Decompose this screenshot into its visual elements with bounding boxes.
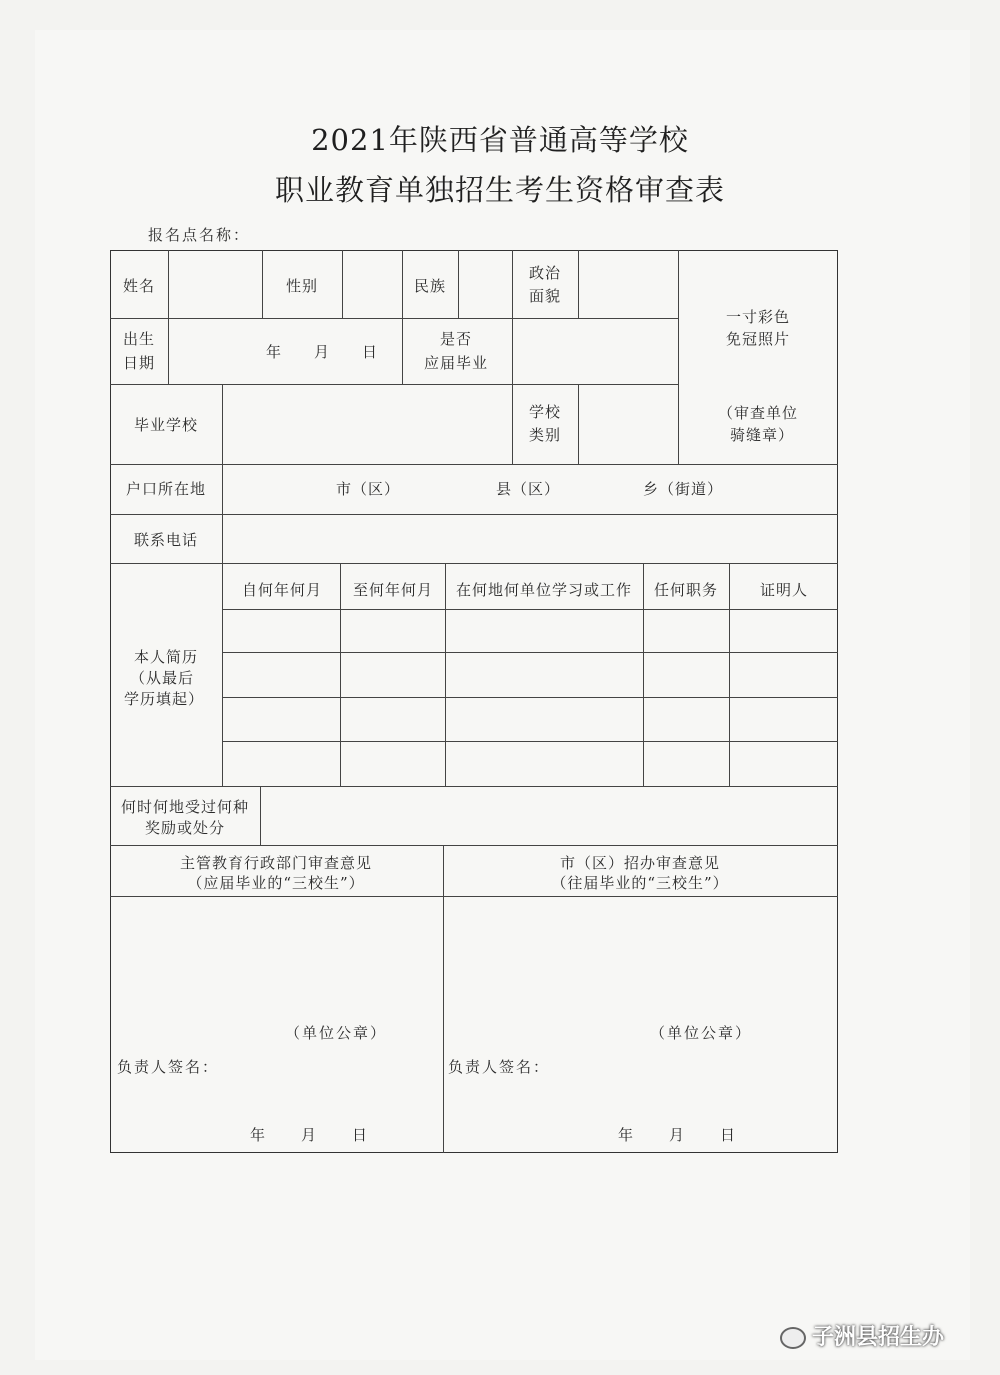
- signer-right: 负责人签名：: [448, 1058, 551, 1076]
- unit-seal-left: （单位公章）: [285, 1024, 388, 1042]
- label-birth-1: 出生: [122, 330, 156, 348]
- label-seal-1: （审查单位: [717, 404, 799, 422]
- label-school: 毕业学校: [133, 416, 199, 434]
- unit-seal-right: （单位公章）: [650, 1024, 753, 1042]
- label-political-2: 面貌: [528, 287, 562, 305]
- sign-date-left: 年 月 日: [250, 1126, 370, 1144]
- col-line: [222, 384, 223, 786]
- col-header-to: 至何年何月: [352, 581, 434, 599]
- label-name: 姓名: [122, 277, 156, 295]
- hukou-county: 县（区）: [495, 480, 561, 498]
- watermark-text: 子洲县招生办: [812, 1325, 945, 1350]
- row-line: [110, 384, 678, 385]
- col-line: [445, 563, 446, 786]
- col-header-place: 在何地何单位学习或工作: [455, 581, 633, 599]
- label-hukou: 户口所在地: [125, 480, 207, 498]
- row-line: [222, 609, 838, 610]
- col-header-witness: 证明人: [759, 581, 809, 599]
- col-line: [443, 845, 444, 1153]
- label-political-1: 政治: [528, 264, 562, 282]
- label-resume-3: 学历填起）: [123, 690, 205, 708]
- row-line: [110, 845, 838, 846]
- label-resume-2: （从最后: [129, 669, 195, 687]
- document-title-line1: 2021年陕西省普通高等学校: [311, 123, 689, 157]
- row-line: [110, 514, 838, 515]
- review-right-subtitle: （往届毕业的“三校生”）: [551, 874, 729, 892]
- review-left-title: 主管教育行政部门审查意见: [179, 854, 373, 872]
- col-header-position: 任何职务: [653, 581, 719, 599]
- row-line: [110, 318, 678, 319]
- label-phone: 联系电话: [133, 531, 199, 549]
- sign-date-right: 年 月 日: [618, 1126, 738, 1144]
- col-line: [678, 250, 679, 464]
- birth-date-placeholder: 年 月 日: [265, 343, 379, 361]
- account-watermark: [780, 1320, 944, 1351]
- label-photo-1: 一寸彩色: [725, 308, 791, 326]
- label-birth-2: 日期: [122, 354, 156, 372]
- label-fresh-grad-2: 应届毕业: [423, 354, 489, 372]
- col-line: [340, 563, 341, 786]
- row-line: [110, 896, 838, 897]
- row-line: [222, 697, 838, 698]
- registration-site-label: 报名点名称：: [148, 226, 251, 244]
- col-line: [578, 250, 579, 318]
- col-line: [262, 250, 263, 318]
- col-line: [260, 786, 261, 845]
- row-line: [222, 652, 838, 653]
- col-line: [512, 250, 513, 464]
- col-header-from: 自何年何月: [241, 581, 323, 599]
- col-line: [458, 250, 459, 318]
- row-line: [110, 464, 838, 465]
- label-resume-1: 本人简历: [133, 648, 199, 666]
- wechat-icon: [780, 1327, 806, 1349]
- row-line: [222, 741, 838, 742]
- col-line: [729, 563, 730, 786]
- col-line: [643, 563, 644, 786]
- col-line: [168, 250, 169, 384]
- label-school-type-2: 类别: [528, 426, 562, 444]
- label-awards-1: 何时何地受过何种: [120, 798, 250, 816]
- col-line: [402, 250, 403, 384]
- col-line: [342, 250, 343, 318]
- review-left-subtitle: （应届毕业的“三校生”）: [187, 874, 365, 892]
- label-ethnicity: 民族: [413, 277, 447, 295]
- hukou-city: 市（区）: [335, 480, 401, 498]
- label-photo-2: 免冠照片: [725, 330, 791, 348]
- label-school-type-1: 学校: [528, 403, 562, 421]
- label-gender: 性别: [285, 277, 319, 295]
- signer-left: 负责人签名：: [117, 1058, 220, 1076]
- document-title-line2: 职业教育单独招生考生资格审查表: [274, 173, 725, 207]
- label-fresh-grad-1: 是否: [439, 330, 473, 348]
- col-line: [578, 384, 579, 464]
- label-awards-2: 奖励或处分: [144, 819, 226, 837]
- hukou-town: 乡（街道）: [642, 480, 724, 498]
- label-seal-2: 骑缝章）: [729, 426, 795, 444]
- review-right-title: 市（区）招办审查意见: [559, 854, 721, 872]
- row-line: [110, 786, 838, 787]
